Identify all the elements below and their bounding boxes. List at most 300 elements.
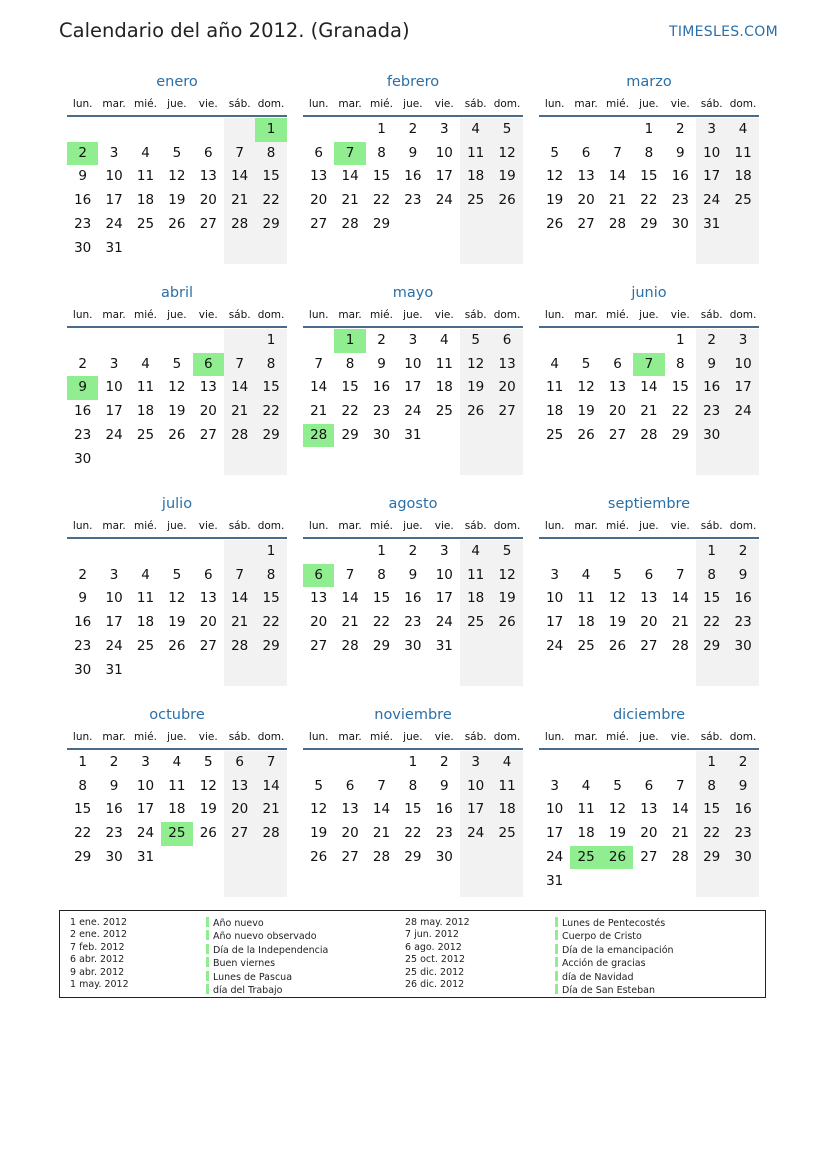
day-cell: 8	[266, 144, 276, 161]
day-cell: 26	[608, 637, 627, 654]
day-cell: 14	[310, 379, 328, 396]
month-octubre	[67, 705, 287, 897]
weekday-label: sáb.	[228, 309, 251, 321]
day-cell: 15	[341, 379, 359, 396]
day-cell: 6	[203, 144, 213, 161]
day-cell: 24	[136, 825, 155, 842]
month-name: junio	[631, 285, 667, 301]
weekday-header	[539, 728, 759, 747]
day-cell: 13	[231, 777, 249, 794]
day-cell: 12	[498, 566, 516, 583]
day-cell: 19	[577, 403, 595, 420]
day-cell: 9	[377, 355, 386, 372]
day-cell: 13	[199, 379, 217, 396]
weekday-label: mar.	[574, 731, 598, 743]
day-cell: 27	[310, 215, 328, 232]
day-cell: 28	[231, 426, 249, 443]
day-cell: 14	[341, 590, 359, 607]
day-cell: 16	[74, 614, 92, 631]
weekday-label: vie.	[670, 520, 690, 532]
weekday-label: mié.	[606, 309, 629, 321]
day-cell: 19	[498, 590, 516, 607]
day-cell: 26	[168, 426, 186, 443]
holiday-day-cell: 6	[193, 353, 224, 377]
weekday-label: mar.	[102, 731, 126, 743]
day-cell: 17	[435, 590, 453, 607]
weekday-label: dom.	[493, 731, 521, 743]
day-cell: 4	[471, 543, 480, 559]
day-cell: 24	[105, 637, 123, 654]
day-cell: 15	[372, 168, 391, 185]
day-cell: 20	[577, 192, 595, 209]
weekday-label: mar.	[102, 309, 126, 321]
weekday-label: lun.	[308, 309, 329, 321]
day-cell: 23	[671, 192, 689, 209]
day-cell: 4	[141, 566, 150, 583]
day-cell: 16	[404, 168, 422, 185]
day-cell: 8	[644, 144, 654, 161]
day-cell: 28	[671, 637, 689, 654]
day-cell: 3	[707, 121, 716, 137]
weekday-label: dom.	[257, 309, 285, 321]
header-divider	[303, 326, 523, 328]
day-cell: 17	[546, 614, 564, 631]
day-cell: 3	[550, 777, 559, 794]
day-cell: 13	[608, 379, 627, 396]
day-cell: 15	[262, 379, 280, 396]
holiday-marker-icon	[555, 971, 558, 981]
weekday-label: mié.	[134, 98, 157, 110]
day-cell: 3	[109, 144, 119, 161]
day-cell: 27	[199, 426, 217, 443]
day-cell: 10	[105, 379, 123, 396]
day-cell: 25	[136, 426, 155, 443]
day-cell: 23	[74, 637, 92, 654]
day-cell: 26	[199, 825, 217, 842]
weekday-label: jue.	[403, 309, 423, 321]
legend-holiday-name	[555, 984, 674, 997]
day-cell: 29	[404, 848, 422, 865]
legend-holiday-text: Buen viernes	[213, 958, 276, 970]
day-cell: 28	[341, 637, 359, 654]
month-noviembre	[303, 705, 523, 897]
day-cell: 4	[172, 754, 182, 770]
holiday-marker-icon	[555, 957, 558, 967]
day-cell: 8	[707, 566, 716, 583]
day-cell: 21	[231, 403, 249, 420]
day-cell: 30	[734, 848, 752, 865]
day-cell: 16	[372, 379, 391, 396]
day-cell: 5	[172, 566, 182, 583]
day-cell: 7	[314, 355, 323, 372]
header-divider	[539, 537, 759, 539]
day-cell: 3	[141, 754, 150, 770]
day-cell: 24	[105, 215, 123, 232]
legend-holiday-text: día del Trabajo	[213, 985, 283, 997]
holiday-marker-icon	[206, 944, 209, 954]
header-divider	[67, 537, 287, 539]
day-cell: 15	[262, 168, 280, 185]
day-cell: 30	[404, 637, 422, 654]
day-cell: 12	[168, 168, 186, 185]
legend-date: 25 dic. 2012	[405, 966, 465, 978]
day-cell: 23	[435, 825, 453, 842]
day-cell: 11	[577, 801, 595, 818]
day-cell: 18	[467, 590, 485, 607]
day-cell: 11	[168, 777, 186, 794]
weekday-label: vie.	[198, 731, 218, 743]
day-cell: 21	[671, 614, 689, 631]
day-cell: 19	[310, 825, 328, 842]
day-cell: 29	[671, 426, 689, 443]
day-cell: 8	[707, 777, 716, 794]
day-cell: 30	[734, 637, 752, 654]
weekday-label: sáb.	[228, 731, 251, 743]
day-cell: 30	[74, 450, 92, 467]
day-cell: 12	[199, 777, 217, 794]
day-cell: 1	[644, 121, 654, 137]
weekday-label: sáb.	[700, 309, 723, 321]
day-grid	[303, 118, 523, 264]
day-cell: 5	[502, 543, 512, 559]
day-cell: 2	[78, 566, 87, 583]
weekday-header	[539, 306, 759, 325]
month-name: agosto	[388, 496, 438, 512]
day-cell: 8	[266, 355, 276, 372]
legend-holiday-name	[555, 917, 674, 930]
day-cell: 10	[404, 355, 422, 372]
weekday-label: lun.	[72, 98, 93, 110]
day-cell: 11	[467, 566, 485, 583]
day-cell: 23	[404, 614, 422, 631]
day-cell: 5	[550, 144, 559, 161]
day-cell: 25	[546, 426, 564, 443]
day-cell: 22	[404, 825, 422, 842]
day-grid	[67, 118, 287, 264]
weekday-label: dom.	[493, 98, 521, 110]
holiday-marker-icon	[555, 944, 558, 954]
month-julio	[67, 494, 287, 686]
legend-date: 9 abr. 2012	[70, 966, 125, 978]
day-cell: 10	[105, 590, 123, 607]
day-cell: 18	[734, 168, 752, 185]
day-cell: 1	[408, 754, 418, 770]
legend-holiday-text: Día de la Independencia	[213, 944, 329, 956]
weekday-label: mié.	[134, 731, 157, 743]
legend-holiday-name	[206, 984, 328, 997]
day-cell: 7	[377, 777, 386, 794]
day-cell: 16	[74, 403, 92, 420]
weekday-header	[67, 306, 287, 325]
day-cell: 10	[703, 144, 721, 161]
legend-holiday-text: día de Navidad	[562, 971, 634, 983]
day-cell: 26	[310, 848, 328, 865]
day-cell: 31	[435, 637, 453, 654]
day-cell: 27	[640, 848, 658, 865]
day-cell: 25	[577, 637, 595, 654]
weekday-label: mar.	[338, 520, 362, 532]
day-cell: 15	[74, 801, 92, 818]
day-cell: 23	[105, 825, 123, 842]
weekday-label: mar.	[574, 98, 598, 110]
holiday-day-cell: 7	[633, 353, 664, 377]
weekday-label: vie.	[198, 309, 218, 321]
day-cell: 16	[703, 379, 721, 396]
weekday-label: vie.	[670, 731, 690, 743]
weekday-label: dom.	[257, 731, 285, 743]
day-cell: 29	[372, 215, 391, 232]
weekday-header	[303, 728, 523, 747]
day-cell: 2	[738, 754, 748, 770]
legend-holiday-name	[206, 957, 328, 970]
day-cell: 23	[734, 825, 752, 842]
weekday-label: dom.	[729, 520, 757, 532]
weekday-label: mié.	[606, 98, 629, 110]
day-cell: 13	[310, 168, 328, 185]
weekday-label: jue.	[403, 98, 423, 110]
day-cell: 6	[644, 777, 654, 794]
holiday-marker-icon	[206, 971, 209, 981]
weekday-label: vie.	[670, 309, 690, 321]
day-cell: 25	[435, 403, 453, 420]
day-cell: 19	[168, 403, 186, 420]
day-cell: 4	[439, 332, 449, 348]
day-cell: 2	[707, 332, 716, 348]
day-grid	[539, 540, 759, 686]
day-cell: 12	[310, 801, 328, 818]
holiday-day-cell: 28	[303, 424, 334, 448]
day-cell: 17	[546, 825, 564, 842]
day-cell: 9	[675, 144, 685, 161]
day-cell: 19	[467, 379, 485, 396]
day-cell: 21	[372, 825, 391, 842]
day-cell: 28	[608, 215, 627, 232]
legend-date: 6 abr. 2012	[70, 954, 125, 966]
day-cell: 16	[734, 801, 752, 818]
day-cell: 28	[231, 215, 249, 232]
day-cell: 6	[502, 332, 512, 348]
holiday-day-cell: 1	[334, 329, 365, 353]
weekday-label: dom.	[493, 309, 521, 321]
day-cell: 23	[404, 192, 422, 209]
weekday-header	[67, 728, 287, 747]
day-grid	[539, 751, 759, 897]
day-cell: 29	[372, 637, 391, 654]
day-cell: 1	[675, 332, 685, 348]
day-cell: 12	[577, 379, 595, 396]
weekday-label: lun.	[308, 520, 329, 532]
holiday-day-cell: 25	[570, 846, 601, 870]
weekday-label: dom.	[729, 309, 757, 321]
weekday-label: sáb.	[700, 520, 723, 532]
day-cell: 25	[467, 192, 485, 209]
legend-holiday-text: Cuerpo de Cristo	[562, 931, 642, 943]
weekday-label: vie.	[434, 98, 454, 110]
day-cell: 17	[467, 801, 485, 818]
day-cell: 3	[109, 355, 119, 372]
day-cell: 7	[235, 355, 244, 372]
day-cell: 30	[671, 215, 689, 232]
day-cell: 2	[439, 754, 449, 770]
day-cell: 12	[608, 590, 627, 607]
holiday-marker-icon	[555, 984, 558, 994]
day-cell: 20	[231, 801, 249, 818]
day-cell: 17	[105, 192, 123, 209]
day-cell: 1	[266, 332, 276, 348]
day-cell: 24	[435, 614, 453, 631]
day-cell: 17	[734, 379, 752, 396]
day-cell: 13	[577, 168, 595, 185]
weekday-label: mar.	[574, 520, 598, 532]
month-agosto	[303, 494, 523, 686]
weekday-label: mié.	[370, 520, 393, 532]
legend-holiday-text: Año nuevo observado	[213, 931, 317, 943]
day-cell: 18	[435, 379, 453, 396]
day-cell: 18	[498, 801, 516, 818]
day-cell: 20	[310, 614, 328, 631]
header-divider	[67, 748, 287, 750]
day-cell: 2	[738, 543, 748, 559]
day-cell: 4	[141, 144, 150, 161]
day-cell: 17	[136, 801, 155, 818]
day-cell: 5	[314, 777, 323, 794]
brand-logo-text[interactable]: TIMESLES.COM	[669, 24, 778, 40]
month-name: mayo	[392, 285, 434, 301]
weekday-label: jue.	[639, 98, 659, 110]
day-cell: 1	[707, 754, 716, 770]
day-cell: 27	[608, 426, 627, 443]
day-cell: 20	[498, 379, 516, 396]
month-name: enero	[156, 74, 198, 90]
header-divider	[303, 115, 523, 117]
day-cell: 20	[608, 403, 627, 420]
day-cell: 9	[738, 566, 748, 583]
weekday-label: sáb.	[700, 98, 723, 110]
day-cell: 1	[707, 543, 716, 559]
day-cell: 2	[408, 543, 418, 559]
weekday-label: vie.	[434, 731, 454, 743]
day-cell: 4	[502, 754, 512, 770]
day-cell: 26	[467, 403, 485, 420]
day-cell: 21	[341, 614, 359, 631]
day-cell: 17	[435, 168, 453, 185]
day-cell: 23	[74, 215, 92, 232]
day-cell: 23	[703, 403, 721, 420]
day-cell: 1	[266, 543, 276, 559]
weekday-label: mar.	[102, 520, 126, 532]
day-cell: 22	[703, 825, 721, 842]
legend-date: 1 may. 2012	[70, 979, 129, 991]
weekday-label: mar.	[102, 98, 126, 110]
day-cell: 30	[105, 848, 123, 865]
day-cell: 19	[608, 614, 627, 631]
day-cell: 31	[105, 239, 123, 256]
day-cell: 14	[262, 777, 280, 794]
day-cell: 15	[262, 590, 280, 607]
day-cell: 3	[439, 121, 449, 137]
legend-names-column-1	[206, 917, 328, 997]
day-cell: 12	[546, 168, 564, 185]
day-cell: 27	[199, 215, 217, 232]
holiday-marker-icon	[206, 917, 209, 927]
weekday-label: jue.	[639, 731, 659, 743]
day-cell: 20	[341, 825, 359, 842]
day-cell: 16	[105, 801, 123, 818]
day-cell: 15	[372, 590, 391, 607]
day-cell: 6	[203, 566, 213, 583]
legend-date: 25 oct. 2012	[405, 954, 466, 966]
holiday-legend	[59, 910, 766, 998]
weekday-header	[303, 517, 523, 536]
weekday-label: jue.	[639, 309, 659, 321]
day-cell: 21	[608, 192, 627, 209]
day-cell: 18	[136, 192, 155, 209]
weekday-label: jue.	[403, 731, 423, 743]
day-cell: 11	[136, 590, 155, 607]
weekday-label: mié.	[370, 309, 393, 321]
day-cell: 8	[675, 355, 685, 372]
day-cell: 14	[231, 590, 249, 607]
day-cell: 24	[546, 848, 564, 865]
weekday-header	[539, 517, 759, 536]
legend-holiday-text: Lunes de Pascua	[213, 971, 293, 983]
day-cell: 7	[235, 144, 244, 161]
day-grid	[539, 118, 759, 264]
day-cell: 23	[734, 614, 752, 631]
day-cell: 22	[671, 403, 689, 420]
day-cell: 21	[341, 192, 359, 209]
day-cell: 2	[78, 355, 87, 372]
day-grid	[67, 751, 287, 897]
page-title: Calendario del año 2012. (Granada)	[59, 19, 410, 42]
day-cell: 20	[640, 614, 658, 631]
day-cell: 16	[734, 590, 752, 607]
weekday-label: vie.	[670, 98, 690, 110]
day-cell: 9	[109, 777, 119, 794]
day-cell: 15	[671, 379, 689, 396]
day-cell: 15	[703, 590, 721, 607]
day-cell: 14	[341, 168, 359, 185]
weekday-label: mar.	[574, 309, 598, 321]
day-cell: 4	[550, 355, 559, 372]
month-name: marzo	[626, 74, 672, 90]
weekday-label: mié.	[134, 520, 157, 532]
day-cell: 14	[372, 801, 391, 818]
day-cell: 22	[262, 614, 280, 631]
header-divider	[67, 326, 287, 328]
day-cell: 19	[168, 192, 186, 209]
day-cell: 23	[74, 426, 92, 443]
weekday-label: sáb.	[228, 520, 251, 532]
month-name: octubre	[149, 707, 205, 723]
weekday-label: vie.	[434, 309, 454, 321]
weekday-label: jue.	[167, 520, 187, 532]
legend-holiday-name	[206, 930, 328, 943]
legend-holiday-text: Acción de gracias	[562, 958, 646, 970]
day-cell: 29	[262, 215, 280, 232]
day-cell: 14	[231, 379, 249, 396]
day-cell: 11	[498, 777, 516, 794]
month-febrero	[303, 72, 523, 264]
day-cell: 4	[141, 355, 150, 372]
day-cell: 13	[341, 801, 359, 818]
day-cell: 27	[199, 637, 217, 654]
day-cell: 10	[546, 590, 564, 607]
legend-names-column-2	[555, 917, 674, 997]
day-cell: 24	[435, 192, 453, 209]
day-cell: 14	[640, 379, 658, 396]
day-cell: 12	[168, 590, 186, 607]
